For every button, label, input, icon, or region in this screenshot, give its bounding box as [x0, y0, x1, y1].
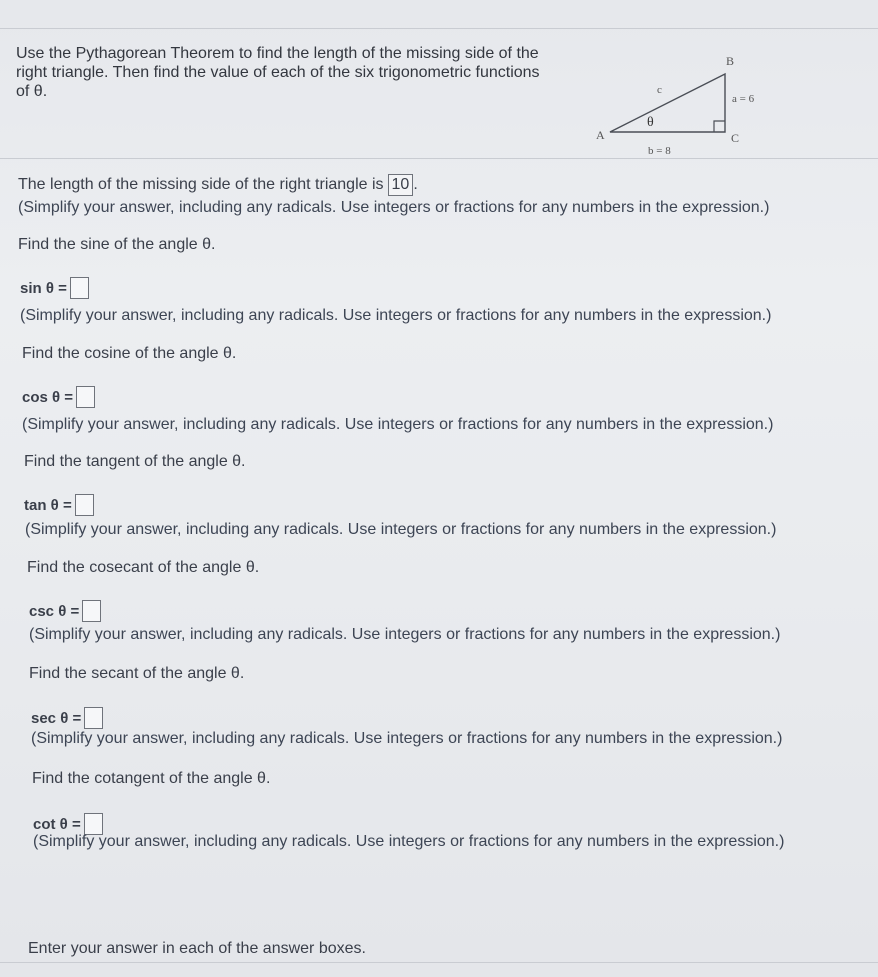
hint-secant: (Simplify your answer, including any radicals. Use integers or fractions for any numbers in the expression.) — [31, 730, 783, 747]
missing-side-question — [18, 174, 418, 196]
hint-cosecant: (Simplify your answer, including any radicals. Use integers or fractions for any numbers in the expression.) — [29, 626, 781, 643]
missing-side-answer-box[interactable]: 10 — [388, 174, 414, 196]
secant-label: sec θ = — [31, 709, 82, 727]
hint-cosine: (Simplify your answer, including any radicals. Use integers or fractions for any numbers in the expression.) — [22, 416, 774, 433]
sine-equation — [20, 277, 89, 299]
cotangent-label: cot θ = — [33, 815, 81, 833]
section-divider — [0, 158, 878, 159]
cosecant-equation — [29, 600, 101, 622]
cosecant-answer-box[interactable] — [82, 600, 101, 622]
secant-equation — [31, 707, 103, 729]
prompt-sine: Find the sine of the angle θ. — [18, 236, 216, 253]
hint-missing-side: (Simplify your answer, including any radicals. Use integers or fractions for any numbers in the expression.) — [18, 199, 770, 216]
prompt-cosecant: Find the cosecant of the angle θ. — [27, 559, 260, 576]
side-c-label: c — [657, 84, 662, 96]
problem-line-1: Use the Pythagorean Theorem to find the length of the missing side of the — [16, 45, 539, 62]
side-b-label: b = 8 — [648, 145, 671, 157]
angle-theta-label: θ — [647, 115, 654, 130]
missing-side-suffix: . — [413, 176, 418, 193]
cosecant-label: csc θ = — [29, 602, 80, 620]
prompt-cosine: Find the cosine of the angle θ. — [22, 345, 237, 362]
hint-cotangent: (Simplify your answer, including any radicals. Use integers or fractions for any numbers in the expression.) — [33, 833, 785, 850]
missing-side-text: The length of the missing side of the right triangle is — [18, 176, 384, 193]
vertex-a-label: A — [596, 128, 605, 142]
prompt-cotangent: Find the cotangent of the angle θ. — [32, 770, 271, 787]
bottom-divider — [0, 962, 878, 963]
sine-label: sin θ = — [20, 279, 67, 297]
cosine-answer-box[interactable] — [76, 386, 95, 408]
cotangent-answer-box[interactable] — [84, 813, 103, 835]
cosine-label: cos θ = — [22, 388, 74, 406]
tangent-label: tan θ = — [24, 496, 72, 514]
secant-answer-box[interactable] — [84, 707, 103, 729]
cotangent-equation — [33, 813, 103, 835]
prompt-tangent: Find the tangent of the angle θ. — [24, 453, 246, 470]
problem-line-3: of θ. — [16, 83, 48, 100]
prompt-secant: Find the secant of the angle θ. — [29, 665, 245, 682]
right-triangle-figure — [588, 46, 788, 161]
problem-line-2: right triangle. Then find the value of each of the six trigonometric functions — [16, 64, 540, 81]
top-divider — [0, 28, 878, 29]
hint-tangent: (Simplify your answer, including any radicals. Use integers or fractions for any numbers in the expression.) — [25, 521, 777, 538]
triangle-diagram — [588, 46, 788, 161]
triangle-shape — [610, 74, 725, 132]
tangent-equation — [24, 494, 94, 516]
right-angle-marker — [714, 121, 725, 132]
side-a-label: a = 6 — [732, 93, 755, 105]
problem-statement — [16, 44, 586, 101]
sine-answer-box[interactable] — [70, 277, 89, 299]
hint-sine: (Simplify your answer, including any radicals. Use integers or fractions for any numbers in the expression.) — [20, 307, 772, 324]
vertex-c-label: C — [731, 131, 740, 145]
vertex-b-label: B — [726, 54, 735, 68]
cosine-equation — [22, 386, 95, 408]
tangent-answer-box[interactable] — [75, 494, 94, 516]
footer-instruction: Enter your answer in each of the answer boxes. — [28, 940, 366, 957]
